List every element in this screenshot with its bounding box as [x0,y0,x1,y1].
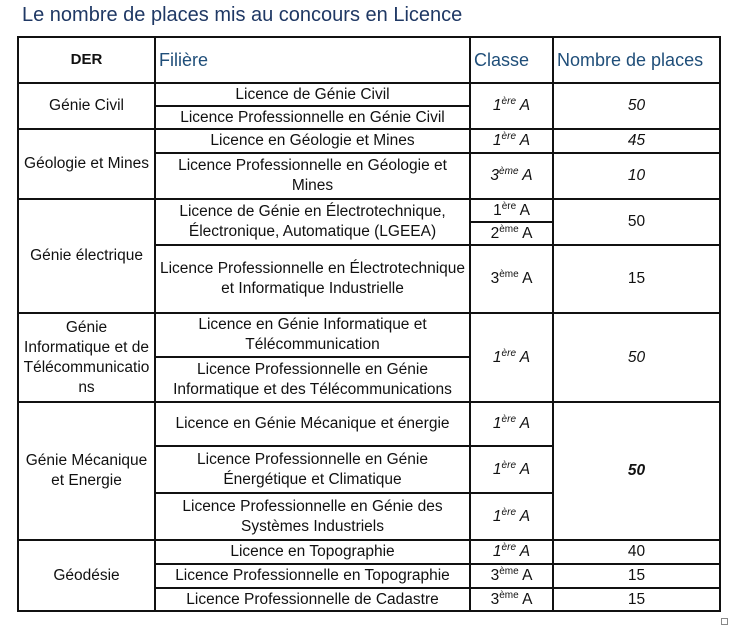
table-header-row [18,37,720,83]
places-table [17,36,721,612]
classe-cell: 1ère A [470,540,553,564]
places-cell: 50 [553,199,720,245]
filiere-cell: Licence en Géologie et Mines [155,129,470,153]
der-cell: Génie Civil [18,83,155,129]
places-cell: 10 [553,153,720,199]
classe-cell: 1ère A [470,199,553,222]
classe-cell: 2ème A [470,222,553,245]
der-cell: Génie Mécanique et Energie [18,402,155,540]
der-cell: Génie électrique [18,199,155,313]
filiere-cell: Licence Professionnelle en Génie Informatique et des Télécommunications [155,357,470,402]
resize-handle[interactable] [721,618,728,625]
places-cell: 50 [553,402,720,540]
table-row [18,540,720,564]
classe-cell: 3ème A [470,153,553,199]
places-cell: 15 [553,588,720,611]
classe-cell: 1ère A [470,446,553,493]
filiere-cell: Licence Professionnelle en Génie Civil [155,106,470,129]
places-cell: 50 [553,83,720,129]
classe-cell: 3ème A [470,588,553,611]
places-cell: 15 [553,564,720,588]
der-cell: Géodésie [18,540,155,611]
der-cell: Génie Informatique et de Télécommunicatio ns [18,313,155,402]
table-row [18,83,720,106]
header-classe: Classe [470,37,553,83]
classe-cell: 1ère A [470,129,553,153]
classe-cell: 3ème A [470,564,553,588]
places-cell: 45 [553,129,720,153]
filiere-cell: Licence en Génie Mécanique et énergie [155,402,470,446]
filiere-cell: Licence Professionnelle en Géologie et Mines [155,153,470,199]
header-der: DER [18,37,155,83]
filiere-cell: Licence Professionnelle de Cadastre [155,588,470,611]
filiere-cell: Licence en Topographie [155,540,470,564]
classe-cell: 1ère A [470,493,553,540]
classe-cell: 1ère A [470,313,553,402]
filiere-cell: Licence de Génie Civil [155,83,470,106]
filiere-cell: Licence Professionnelle en Génie des Systèmes Industriels [155,493,470,540]
table-row [18,313,720,357]
places-cell: 40 [553,540,720,564]
header-places: Nombre de places [553,37,720,83]
places-cell: 15 [553,245,720,313]
der-cell: Géologie et Mines [18,129,155,199]
header-filiere: Filière [155,37,470,83]
filiere-cell: Licence Professionnelle en Topographie [155,564,470,588]
filiere-cell: Licence en Génie Informatique et Télécommunication [155,313,470,357]
table-row [18,199,720,222]
classe-cell: 3ème A [470,245,553,313]
filiere-cell: Licence Professionnelle en Génie Énergétique et Climatique [155,446,470,493]
filiere-cell: Licence de Génie en Électrotechnique, Électronique, Automatique (LGEEA) [155,199,470,245]
places-cell: 50 [553,313,720,402]
filiere-cell: Licence Professionnelle en Électrotechnique et Informatique Industrielle [155,245,470,313]
table-row [18,402,720,446]
classe-cell: 1ère A [470,83,553,129]
classe-cell: 1ère A [470,402,553,446]
page-title: Le nombre de places mis au concours en Licence [22,4,463,26]
table-row [18,129,720,153]
